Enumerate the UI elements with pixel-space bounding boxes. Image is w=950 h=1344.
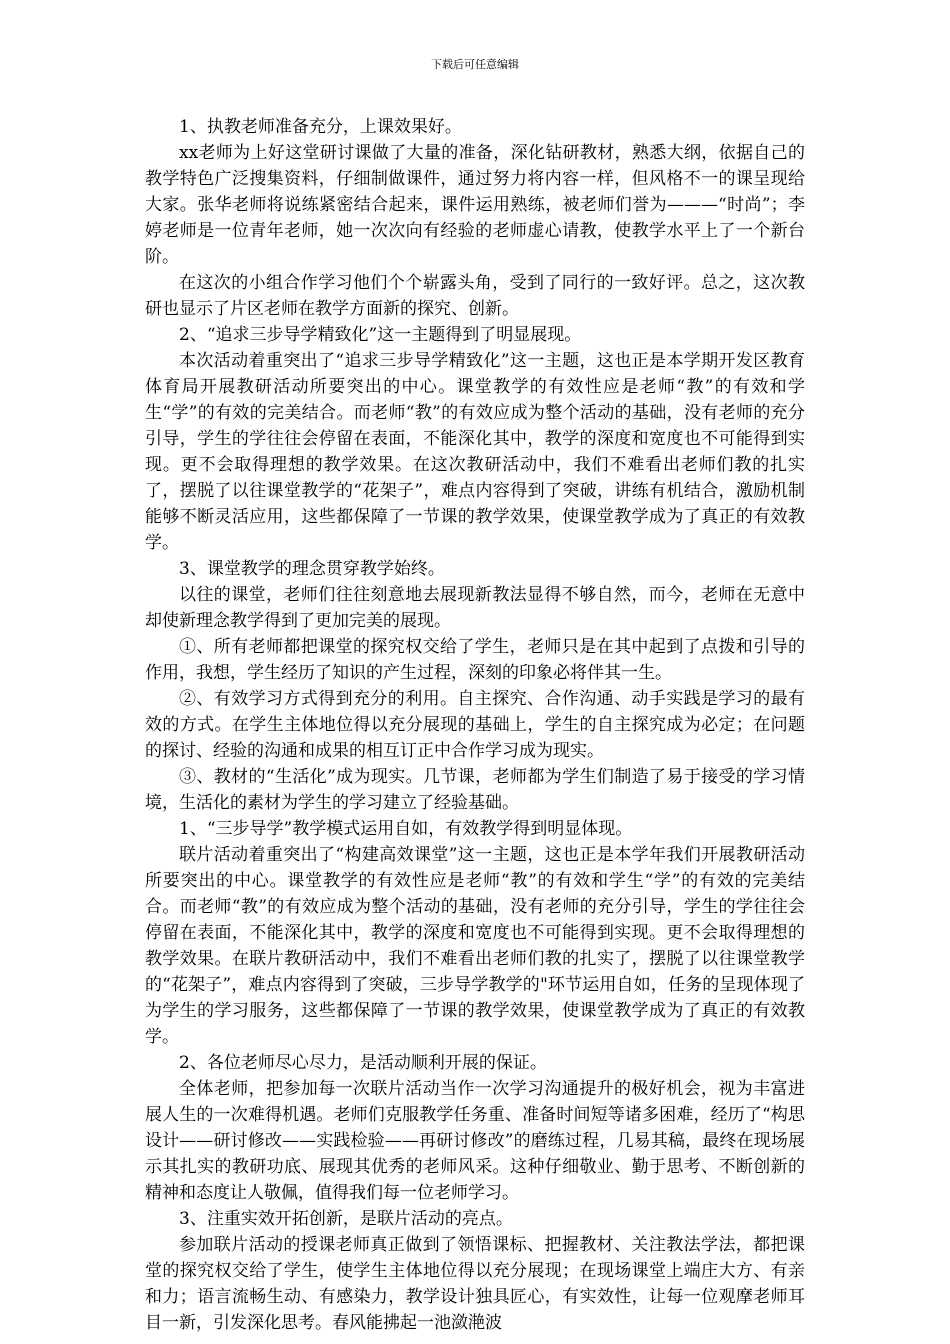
list-item: ③、教材的“生活化”成为现实。几节课，老师都为学生们制造了易于接受的学习情境，生活化的素材为学生的学习建立了经验基础。 bbox=[145, 767, 805, 813]
page-header: 下载后可任意编辑 bbox=[431, 58, 519, 71]
heading-2: 2、各位老师尽心尽力，是活动顺利开展的保证。 bbox=[179, 1053, 547, 1073]
document-body bbox=[145, 114, 805, 1336]
paragraph: 联片活动着重突出了“构建高效课堂”这一主题，这也正是本学年我们开展教研活动所要突出的中心。课堂教学的有效性应是老师“教”的有效和学生“学”的有效的完美结合。而老师“教”的有效应成为整个活动的基础，没有老师的充分引导，学生的学往往会停留在表面，不能深化其中，教学的深度和宽度也不可能得到实现。更不会取得理想的教学效果。在联片教研活动中，我们不难看出老师们教的扎实了，摆脱了以往课堂教学的“花架子”，难点内容得到了突破，三步导学教学的"环节运用自如，任务的呈现体现了为学生的学习服务，这些都保障了一节课的教学效果，使课堂教学成为了真正的有效教学。 bbox=[145, 845, 805, 1047]
list-item: ②、有效学习方式得到充分的利用。自主探究、合作沟通、动手实践是学习的最有效的方式。在学生主体地位得以充分展现的基础上，学生的自主探究成为必定；在问题的探讨、经验的沟通和成果的相互订正中合作学习成为现实。 bbox=[145, 689, 805, 761]
paragraph: 在这次的小组合作学习他们个个崭露头角，受到了同行的一致好评。总之，这次教研也显示了片区老师在教学方面新的探究、创新。 bbox=[145, 273, 805, 319]
paragraph: 以往的课堂，老师们往往刻意地去展现新教法显得不够自然，而今，老师在无意中却使新理念教学得到了更加完美的展现。 bbox=[145, 585, 805, 631]
heading-1: 1、执教老师准备充分，上课效果好。 bbox=[179, 117, 462, 137]
heading-3: 3、课堂教学的理念贯穿教学始终。 bbox=[179, 559, 445, 579]
list-item: ①、所有老师都把课堂的探究权交给了学生，老师只是在其中起到了点拨和引导的作用，我想，学生经历了知识的产生过程，深刻的印象必将伴其一生。 bbox=[145, 637, 805, 683]
heading-3: 3、注重实效开拓创新，是联片活动的亮点。 bbox=[179, 1209, 513, 1229]
paragraph: xx老师为上好这堂研讨课做了大量的准备，深化钻研教材，熟悉大纲，依据自己的教学特色广泛搜集资料，仔细制做课件，通过努力将内容一样，但风格不一的课呈现给大家。张华老师将说练紧密结合起来，课件运用熟练，被老师们誉为———“时尚”；李婷老师是一位青年老师，她一次次向有经验的老师虚心请教，使教学水平上了一个新台阶。 bbox=[145, 143, 805, 267]
paragraph: 全体老师，把参加每一次联片活动当作一次学习沟通提升的极好机会，视为丰富进展人生的一次难得机遇。老师们克服教学任务重、准备时间短等诸多困难，经历了“构思设计——研讨修改——实践检验——再研讨修改”的磨练过程，几易其稿，最终在现场展示其扎实的教研功底、展现其优秀的老师风采。这种仔细敬业、勤于思考、不断创新的精神和态度让人敬佩，值得我们每一位老师学习。 bbox=[145, 1079, 805, 1203]
paragraph: 本次活动着重突出了“追求三步导学精致化”这一主题，这也正是本学期开发区教育体育局开展教研活动所要突出的中心。课堂教学的有效性应是老师“教”的有效和学生“学”的有效的完美结合。而老师“教”的有效应成为整个活动的基础，没有老师的充分引导，学生的学往往会停留在表面，不能深化其中，教学的深度和宽度也不可能得到实现。更不会取得理想的教学效果。在这次教研活动中，我们不难看出老师们教的扎实了，摆脱了以往课堂教学的“花架子”，难点内容得到了突破，讲练有机结合，激励机制能够不断灵活应用，这些都保障了一节课的教学效果，使课堂教学成为了真正的有效教学。 bbox=[145, 351, 805, 553]
heading-1: 1、“三步导学”教学模式运用自如，有效教学得到明显体现。 bbox=[179, 819, 633, 839]
paragraph: 参加联片活动的授课老师真正做到了领悟课标、把握教材、关注教法学法，都把课堂的探究权交给了学生，使学生主体地位得以充分展现；在现场课堂上端庄大方、有亲和力；语言流畅生动、有感染力，教学设计独具匠心，有实效性，让每一位观摩老师耳目一新，引发深化思考。春风能拂起一池潋滟波 bbox=[145, 1235, 805, 1333]
heading-2: 2、“追求三步导学精致化”这一主题得到了明显展现。 bbox=[179, 325, 582, 345]
